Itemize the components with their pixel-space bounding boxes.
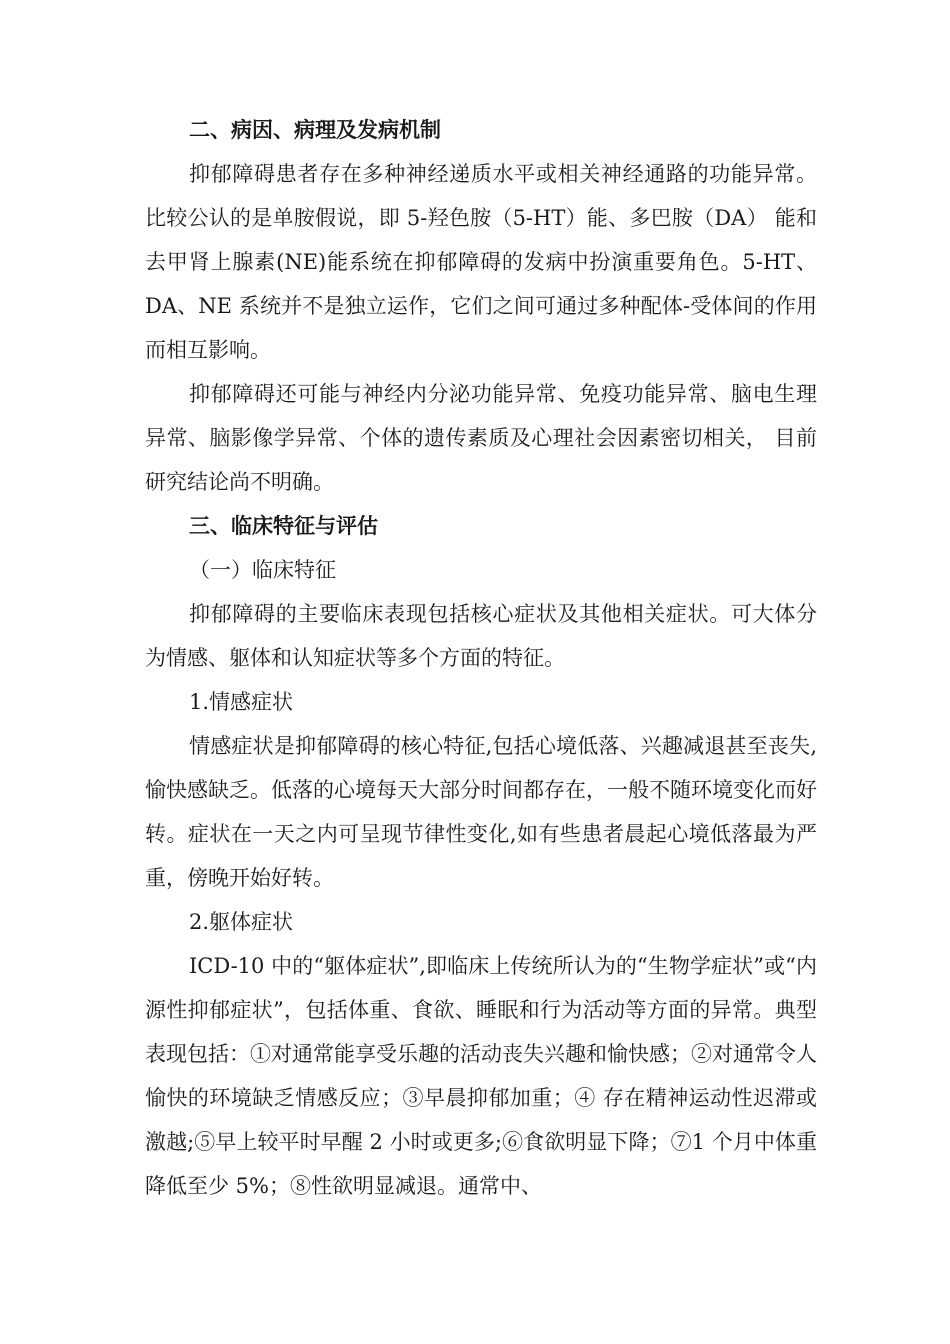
section-heading-etiology: 二、病因、病理及发病机制 [189, 118, 441, 142]
item-title-somatic: 2.躯体症状 [189, 910, 294, 934]
item-title-emotional: 1.情感症状 [189, 690, 294, 714]
section-heading-clinical: 三、临床特征与评估 [189, 514, 378, 538]
paragraph-other-factors: 抑郁障碍还可能与神经内分泌功能异常、免疫功能异常、脑电生理异常、脑影像学异常、个体的遗传素质及心理社会因素密切相关， 目前研究结论尚不明确。 [145, 382, 817, 494]
document-body [145, 108, 817, 1208]
paragraph-neurotransmitter: 抑郁障碍患者存在多种神经递质水平或相关神经通路的功能异常。比较公认的是单胺假说，即 5-羟色胺（5-HT）能、多巴胺（DA） 能和去甲肾上腺素(NE)能系统在抑郁障碍的发病中扮演重要角色。5-HT、DA、NE 系统并不是独立运作，它们之间可通过多种配体-受体间的作用而相互影响。 [145, 162, 817, 362]
subheading-clinical-features: （一）临床特征 [189, 558, 336, 582]
paragraph-somatic-symptoms: ICD-10 中的“躯体症状”,即临床上传统所认为的“生物学症状”或“内源性抑郁症状”，包括体重、食欲、睡眠和行为活动等方面的异常。典型表现包括：①对通常能享受乐趣的活动丧失兴趣和愉快感；②对通常令人愉快的环境缺乏情感反应；③早晨抑郁加重；④ 存在精神运动性迟滞或激越;⑤早上较平时早醒 2 小时或更多;⑥食欲明显下降；⑦1 个月中体重降低至少 5%；⑧性欲明显减退。通常中、 [145, 954, 817, 1198]
paragraph-emotional-symptoms: 情感症状是抑郁障碍的核心特征,包括心境低落、兴趣减退甚至丧失,愉快感缺乏。低落的心境每天大部分时间都存在，一般不随环境变化而好转。症状在一天之内可呈现节律性变化,如有些患者晨起心境低落最为严重，傍晚开始好转。 [145, 734, 817, 890]
paragraph-main-manifestations: 抑郁障碍的主要临床表现包括核心症状及其他相关症状。可大体分为情感、躯体和认知症状等多个方面的特征。 [145, 602, 817, 670]
